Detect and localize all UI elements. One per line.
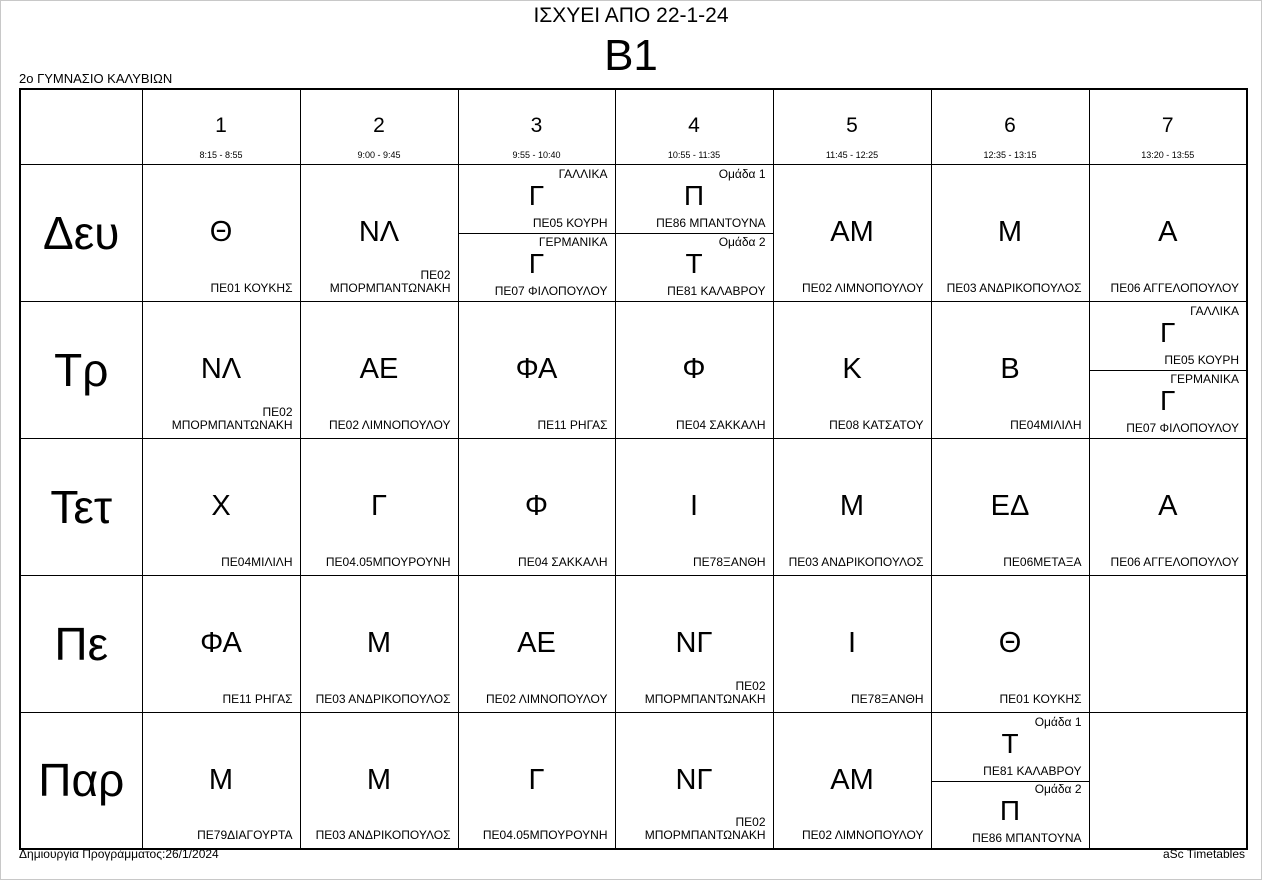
group-label: ΓΑΛΛΙΚΑ — [558, 166, 608, 181]
group-label: Ομάδα 1 — [718, 166, 766, 181]
teacher-name: ΠΕ02 ΛΙΜΝΟΠΟΥΛΟΥ — [802, 828, 924, 842]
lesson-cell — [615, 438, 773, 575]
empty-cell — [1089, 575, 1247, 712]
lesson-cell — [300, 301, 458, 438]
period-header — [458, 89, 615, 164]
subject-code: Μ — [366, 626, 392, 659]
lesson-cell — [931, 575, 1089, 712]
lesson-cell — [615, 575, 773, 712]
period-number: 1 — [215, 114, 227, 137]
period-time: 12:35 - 13:15 — [983, 150, 1037, 160]
lesson-cell — [458, 712, 615, 849]
period-number: 6 — [1004, 114, 1016, 137]
subject-code: Θ — [998, 626, 1022, 659]
lesson-cell — [931, 301, 1089, 438]
teacher-name: ΠΕ03 ΑΝΔΡΙΚΟΠΟΥΛΟΣ — [315, 828, 451, 842]
subject-code: Τ — [685, 247, 703, 279]
teacher-name: ΠΕ01 ΚΟΥΚΗΣ — [210, 280, 293, 295]
period-time: 9:55 - 10:40 — [512, 150, 561, 160]
period-number: 4 — [688, 114, 700, 137]
teacher-name: ΠΕ81 ΚΑΛΑΒΡΟΥ — [983, 763, 1082, 778]
day-name: Παρ — [38, 754, 125, 807]
group-label: Ομάδα 2 — [718, 234, 766, 249]
teacher-name: ΠΕ03 ΑΝΔΡΙΚΟΠΟΥΛΟΣ — [315, 691, 451, 706]
teacher-name: ΠΕ07 ΦΙΛΟΠΟΥΛΟΥ — [494, 283, 608, 298]
teacher-name: ΠΕ03 ΑΝΔΡΙΚΟΠΟΥΛΟΣ — [788, 554, 924, 569]
corner-cell — [20, 89, 142, 164]
lesson-cell — [142, 164, 300, 301]
group-lesson — [459, 233, 615, 301]
lesson-cell — [142, 712, 300, 849]
subject-code: Α — [1158, 215, 1178, 248]
creation-date: Δημιουργία Προγράμματος:26/1/2024 — [19, 847, 219, 861]
period-number: 7 — [1161, 114, 1174, 137]
lesson-cell — [931, 438, 1089, 575]
period-header — [615, 89, 773, 164]
period-time: 9:00 - 9:45 — [357, 150, 401, 160]
teacher-name: ΠΕ86 ΜΠΑΝΤΟΥΝΑ — [972, 831, 1082, 845]
subject-code: Β — [1000, 352, 1020, 385]
split-lesson-cell — [931, 712, 1089, 849]
group-label: Ομάδα 2 — [1034, 782, 1082, 796]
split-lesson-cell — [615, 164, 773, 301]
teacher-name: ΠΕ08 ΚΑΤΣΑΤΟΥ — [829, 417, 924, 432]
group-lesson — [932, 780, 1089, 848]
subject-code: Γ — [528, 763, 545, 796]
day-row — [20, 712, 1247, 849]
teacher-name: ΠΕ11 ΡΗΓΑΣ — [537, 417, 608, 432]
lesson-cell — [458, 301, 615, 438]
group-lesson — [1090, 302, 1247, 371]
subject-code: ΑΜ — [830, 763, 874, 796]
subject-code: ΝΓ — [675, 763, 713, 796]
teacher-name: ΠΕ02 ΜΠΟΡΜΠΑΝΤΩΝΑΚΗ — [644, 678, 766, 706]
subject-code: ΑΕ — [359, 352, 399, 385]
lesson-cell — [615, 712, 773, 849]
lesson-cell — [300, 575, 458, 712]
day-name: Τετ — [50, 480, 113, 533]
subject-code: Φ — [682, 352, 706, 385]
period-time: 13:20 - 13:55 — [1141, 150, 1195, 160]
lesson-cell — [458, 575, 615, 712]
teacher-name: ΠΕ04ΜΙΛΙΛΗ — [1010, 417, 1082, 432]
lesson-cell — [142, 575, 300, 712]
lesson-cell — [615, 301, 773, 438]
teacher-name: ΠΕ04 ΣΑΚΚΑΛΗ — [676, 417, 766, 432]
teacher-name: ΠΕ03 ΑΝΔΡΙΚΟΠΟΥΛΟΣ — [946, 280, 1082, 295]
day-row — [20, 438, 1247, 575]
subject-code: ΝΓ — [675, 626, 713, 659]
teacher-name: ΠΕ05 ΚΟΥΡΗ — [532, 215, 608, 230]
teacher-name: ΠΕ05 ΚΟΥΡΗ — [1164, 352, 1239, 367]
subject-code: ΑΕ — [517, 626, 556, 659]
lesson-cell — [142, 438, 300, 575]
lesson-cell — [773, 712, 931, 849]
subject-code: ΦΑ — [200, 626, 242, 659]
teacher-name: ΠΕ02 ΜΠΟΡΜΠΑΝΤΩΝΑΚΗ — [171, 404, 293, 432]
subject-code: Α — [1158, 489, 1178, 522]
teacher-name: ΠΕ02 ΛΙΜΝΟΠΟΥΛΟΥ — [329, 417, 451, 432]
teacher-name: ΠΕ04.05ΜΠΟΥΡΟΥΝΗ — [482, 828, 608, 842]
teacher-name: ΠΕ78ΞΑΝΘΗ — [851, 691, 924, 706]
lesson-cell — [773, 301, 931, 438]
subject-code: Γ — [528, 179, 545, 211]
subject-code: Μ — [839, 489, 865, 522]
period-time: 10:55 - 11:35 — [667, 150, 721, 160]
teacher-name: ΠΕ06ΜΕΤΑΞΑ — [1003, 554, 1082, 569]
lesson-cell — [931, 164, 1089, 301]
subject-code: Κ — [842, 352, 862, 385]
day-cell — [20, 301, 142, 438]
lesson-cell — [142, 301, 300, 438]
lesson-cell — [773, 575, 931, 712]
subject-code: Θ — [209, 215, 233, 248]
generator-credit: aSc Timetables — [1162, 847, 1245, 861]
group-label: ΓΕΡΜΑΝΙΚΑ — [1170, 371, 1239, 386]
teacher-name: ΠΕ02 ΛΙΜΝΟΠΟΥΛΟΥ — [486, 691, 608, 706]
empty-cell — [1089, 712, 1247, 849]
teacher-name: ΠΕ11 ΡΗΓΑΣ — [222, 691, 293, 706]
teacher-name: ΠΕ04.05ΜΠΟΥΡΟΥΝΗ — [325, 554, 451, 569]
day-name: Δευ — [43, 206, 120, 259]
subject-code: Γ — [371, 489, 387, 522]
teacher-name: ΠΕ81 ΚΑΛΑΒΡΟΥ — [667, 283, 766, 298]
subject-code: ΝΛ — [358, 215, 400, 248]
day-row — [20, 301, 1247, 438]
subject-code: Ι — [689, 489, 699, 522]
teacher-name: ΠΕ86 ΜΠΑΝΤΟΥΝΑ — [656, 215, 766, 230]
period-number: 3 — [530, 114, 543, 137]
teacher-name: ΠΕ07 ΦΙΛΟΠΟΥΛΟΥ — [1126, 420, 1239, 435]
teacher-name: ΠΕ02 ΛΙΜΝΟΠΟΥΛΟΥ — [802, 280, 924, 295]
subject-code: ΝΛ — [200, 352, 242, 385]
group-lesson — [616, 233, 773, 301]
lesson-cell — [1089, 438, 1247, 575]
group-lesson — [616, 165, 773, 234]
subject-code: ΦΑ — [515, 352, 558, 385]
class-title: Β1 — [604, 31, 658, 80]
day-cell — [20, 575, 142, 712]
subject-code: Τ — [1001, 727, 1019, 759]
teacher-name: ΠΕ04ΜΙΛΙΛΗ — [221, 554, 293, 569]
teacher-name: ΠΕ04 ΣΑΚΚΑΛΗ — [518, 554, 608, 569]
split-lesson-cell — [1089, 301, 1247, 438]
period-time: 11:45 - 12:25 — [825, 150, 879, 160]
teacher-name: ΠΕ02 ΜΠΟΡΜΠΑΝΤΩΝΑΚΗ — [644, 815, 766, 842]
subject-code: Γ — [528, 247, 545, 279]
teacher-name: ΠΕ02 ΜΠΟΡΜΠΑΝΤΩΝΑΚΗ — [329, 267, 451, 295]
period-time: 8:15 - 8:55 — [199, 150, 243, 160]
group-lesson — [932, 713, 1089, 782]
subject-code: Π — [683, 179, 705, 211]
lesson-cell — [300, 438, 458, 575]
day-cell — [20, 164, 142, 301]
lesson-cell — [300, 164, 458, 301]
subject-code: Γ — [1160, 316, 1176, 348]
subject-code: ΑΜ — [830, 215, 874, 248]
period-number: 5 — [846, 114, 858, 137]
period-header — [773, 89, 931, 164]
day-row — [20, 164, 1247, 301]
day-row — [20, 575, 1247, 712]
period-header — [931, 89, 1089, 164]
subject-code: Μ — [366, 763, 392, 796]
subject-code: ΕΔ — [990, 489, 1030, 522]
group-label: ΓΑΛΛΙΚΑ — [1190, 303, 1239, 318]
period-header — [300, 89, 458, 164]
lesson-cell — [300, 712, 458, 849]
subject-code: Μ — [997, 215, 1023, 248]
group-lesson — [459, 165, 615, 234]
subject-code: Π — [999, 795, 1021, 826]
subject-code: Φ — [524, 489, 549, 522]
teacher-name: ΠΕ78ΞΑΝΘΗ — [693, 554, 766, 569]
day-name: Τρ — [54, 343, 109, 396]
teacher-name: ΠΕ06 ΑΓΓΕΛΟΠΟΥΛΟΥ — [1110, 280, 1239, 295]
lesson-cell — [773, 438, 931, 575]
day-cell — [20, 712, 142, 849]
teacher-name: ΠΕ06 ΑΓΓΕΛΟΠΟΥΛΟΥ — [1110, 554, 1239, 569]
lesson-cell — [773, 164, 931, 301]
validity-date: ΙΣΧΥΕΙ ΑΠΟ 22-1-24 — [533, 4, 729, 27]
lesson-cell — [458, 438, 615, 575]
subject-code: Μ — [208, 763, 234, 796]
subject-code: Χ — [211, 489, 231, 522]
split-lesson-cell — [458, 164, 615, 301]
group-label: Ομάδα 1 — [1034, 714, 1082, 729]
lesson-cell — [1089, 164, 1247, 301]
period-header — [1089, 89, 1247, 164]
teacher-name: ΠΕ01 ΚΟΥΚΗΣ — [999, 691, 1082, 706]
day-name: Πε — [54, 617, 109, 670]
subject-code: Ι — [847, 626, 857, 659]
timetable-grid — [19, 88, 1248, 850]
period-number: 2 — [373, 114, 385, 137]
group-lesson — [1090, 370, 1247, 438]
teacher-name: ΠΕ79ΔΙΑΓΟΥΡΤΑ — [197, 828, 293, 842]
school-name: 2ο ΓΥΜΝΑΣΙΟ ΚΑΛΥΒΙΩΝ — [19, 71, 173, 86]
subject-code: Γ — [1160, 384, 1176, 416]
day-cell — [20, 438, 142, 575]
group-label: ΓΕΡΜΑΝΙΚΑ — [538, 234, 608, 249]
period-header — [142, 89, 300, 164]
